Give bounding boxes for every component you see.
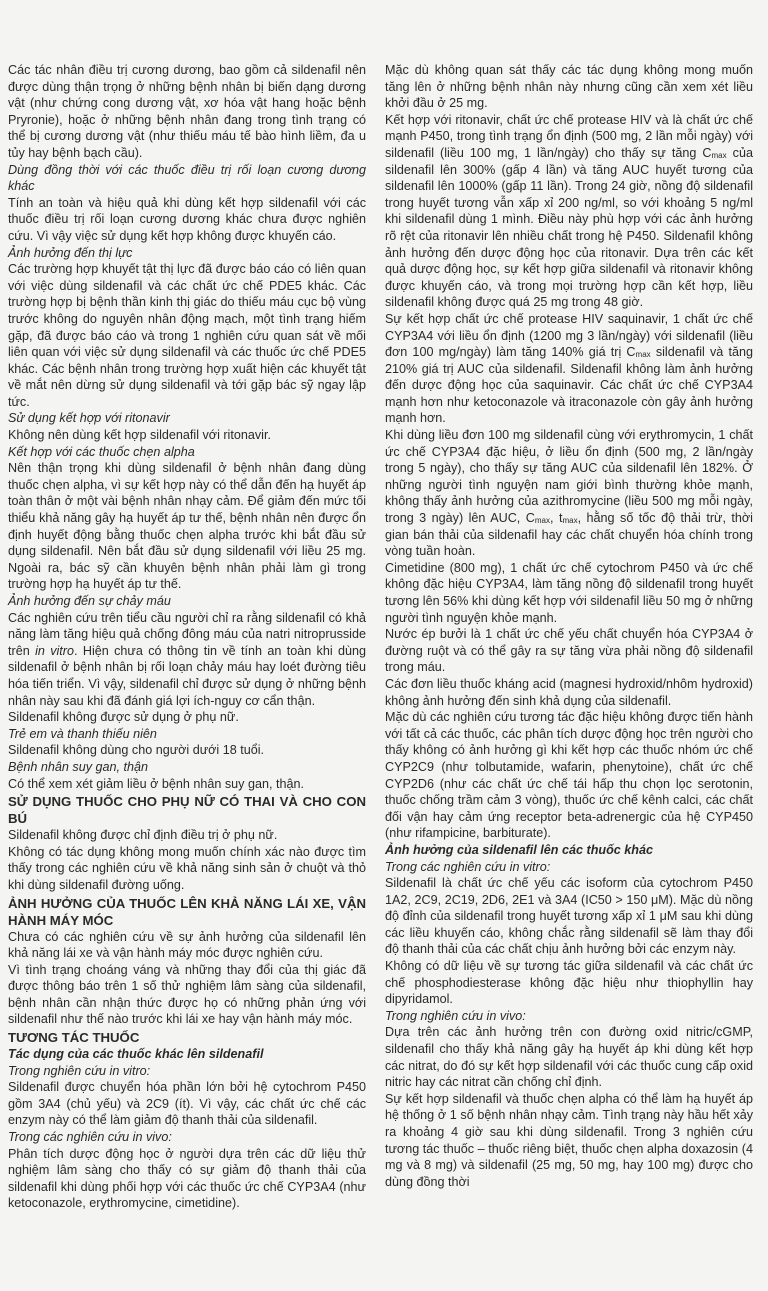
paragraph: Sildenafil được chuyển hóa phần lớn bởi hệ cytochrom P450 gồm 3A4 (chủ yếu) và 2C9 (ít). Vì vậy, các chất ức chế các enzym này có thể làm giảm độ thanh thải của sildenafil. — [8, 1080, 366, 1128]
paragraph: Các trường hợp khuyết tật thị lực đã được báo cáo có liên quan với việc dùng sildenafil và các chất ức chế PDE5 khác. Các trường hợp bị bệnh thần kinh thị giác do thiếu máu cục bộ vùng trước không do nguyên nhân động mạch, một tình trạng hiếm gặp, đã được báo cáo và trong 1 nghiên cứu quan sát về mối liên quan với việc sử dụng sildenafil và các thuốc ức chế PDE5 khác. Các bệnh nhân trong trường hợp xuất hiện các khuyết tật về mắt nên dừng sử dụng sildenafil và tới gặp bác sỹ ngay lập tức. — [8, 262, 366, 409]
paragraph: Nên thận trọng khi dùng sildenafil ở bệnh nhân đang dùng thuốc chẹn alpha, vì sự kết hợp này có thể dẫn đến hạ huyết áp toàn thân ở một vài bệnh nhân nhạy cảm. Để giảm đến mức tối thiểu khả năng gây hạ huyết áp tư thế, bệnh nhân nên được ổn định huyết động bằng thuốc chẹn alpha trước khi bắt đầu sử dụng sildenafil. Nên bắt đầu sử dụng sildenafil với liều 25 mg. Ngoài ra, bác sỹ cần khuyên bệnh nhân phải làm gì trong trường hợp hạ huyết áp tư thế. — [8, 461, 366, 592]
section-heading: TƯƠNG TÁC THUỐC — [8, 1030, 140, 1046]
paragraph: Chưa có các nghiên cứu về sự ảnh hưởng của sildenafil lên khả năng lái xe và vận hành máy móc được nghiên cứu. — [8, 929, 366, 961]
subheading: Ảnh hưởng của sildenafil lên các thuốc khác — [385, 842, 653, 857]
paragraph: Tính an toàn và hiệu quả khi dùng kết hợp sildenafil với các thuốc điều trị rối loạn cương dương khác chưa được nghiên cứu. Vì vậy việc sử dụng kết hợp không được khuyến cáo. — [8, 195, 366, 243]
paragraph: Mặc dù không quan sát thấy các tác dụng không mong muốn tăng lên ở những bệnh nhân này nhưng cũng cần xem xét liều khởi đầu ở 25 mg. — [385, 63, 753, 111]
text-run: của sildenafil lên 300% (gấp 4 lần) và tăng AUC huyết tương của sildenafil lên 1000% (gấp 11 lần). Trong 24 giờ, nồng độ sildenafil trong huyết tương vẫn xấp xỉ 200 ng/ml, so với khoảng 5 ng/ml khi sildenafil dùng 1 mình. Điều này phù hợp với các ảnh hưởng rõ rệt của ritonavir lên nhiều chất trong hệ P450. Sildenafil không ảnh hưởng đến dược động học của ritonavir. Dựa trên các kết quả dược động học, sự kết hợp giữa sildenafil và ritonavir không được khuyến cáo, và trong mọi trường hợp cần kết hợp, liều sildenafil không được quá 25 mg trong 48 giờ. — [385, 145, 753, 310]
paragraph: Mặc dù các nghiên cứu tương tác đặc hiệu không được tiến hành với tất cả các thuốc, các phân tích dược động học trên người cho thấy không có ảnh hưởng gì khi kết hợp các thuốc nhóm ức chế CYP2C9 (như tolbutamide, wafarin, phenytoine), chất ức chế CYP2D6 (như các chất ức chế tái hấp thu chọn lọc serotonin, thuốc chống trầm cảm 3 vòng), thuốc ức chế kênh calci, các chất đối vận hay cảm ứng receptor beta-adrenergic của hệ CYP450 (như rifampicine, barbiturate). — [385, 710, 753, 841]
text-run: Sự kết hợp chất ức chế protease HIV saquinavir, 1 chất ức chế CYP3A4 với liều ổn định (1200 mg 3 lần/ngày) với sildenafil (liều đơn 100 mg/ngày) làm tăng 140% giá trị C — [385, 311, 753, 360]
section-heading: SỬ DỤNG THUỐC CHO PHỤ NỮ CÓ THAI VÀ CHO CON BÚ — [8, 794, 366, 827]
text-run: Khi dùng liều đơn 100 mg sildenafil cùng với erythromycin, 1 chất ức chế CYP3A4 đặc hiệu, ở liều ổn định (500 mg, 2 lần/ngày trong 5 ngày), cho thấy sự tăng AUC của sildenafil lên 182%. Ở những người tình nguyện nam giới bình thường khỏe mạnh, không thấy ảnh hưởng của azithromycine (liều 500 mg mỗi ngày, trong 3 ngày) lên AUC, C — [385, 428, 753, 526]
paragraph — [8, 610, 366, 710]
subheading: Sử dụng kết hợp với ritonavir — [8, 411, 170, 426]
subheading: Ảnh hưởng đến sự chảy máu — [8, 594, 171, 608]
paragraph: Nước ép bưởi là 1 chất ức chế yếu chất chuyển hóa CYP3A4 ở đường ruột và có thể gây ra sự tăng vừa phải nồng độ sildenafil trong máu. — [385, 627, 753, 675]
text-run: . Hiện chưa có thông tin về tính an toàn khi dùng sildenafil ở bệnh nhân bị rối loạn chảy máu hay loét đường tiêu hóa tiến triển. Vì vậy, sildenafil chỉ được sử dụng ở những bệnh nhân này sau khi đã đánh giá lợi ích-nguy cơ cẩn thận. — [8, 643, 367, 708]
text-run: , hằng số tốc độ thải trừ, thời gian bán thải của sildenafil hay các chất chuyển hóa chính trong vòng tuần hoàn. — [385, 511, 753, 559]
paragraph — [385, 112, 753, 311]
section-heading: ẢNH HƯỞNG CỦA THUỐC LÊN KHẢ NĂNG LÁI XE, VẬN HÀNH MÁY MÓC — [8, 895, 366, 928]
paragraph: Cimetidine (800 mg), 1 chất ức chế cytochrom P450 và ức chế không đặc hiệu CYP3A4, làm tăng nồng độ sildenafil trong huyết tương lên 56% khi dùng kết hợp với sildenafil liều 50 mg ở những người tình nguyện khỏe mạnh. — [385, 560, 753, 625]
paragraph: Sildenafil không dùng cho người dưới 18 tuổi. — [8, 743, 265, 758]
text-run: Kết hợp với ritonavir, chất ức chế protease HIV và là chất ức chế mạnh P450, trong tình trạng ổn định (500 mg, 2 lần mỗi ngày) với sildenafil (liều 100 mg, 1 lần/ngày) cho thấy sự tăng C — [385, 112, 753, 160]
paragraph: Sự kết hợp sildenafil và thuốc chẹn alpha có thể làm hạ huyết áp hệ thống ở 1 số bệnh nhân nhạy cảm. Tình trạng này hầu hết xảy ra khoảng 4 giờ sau khi dùng sildenafil. Trong 3 nghiên cứu tương tác thuốc – thuốc riêng biệt, thuốc chẹn alpha doxazosin (4 mg và 8 mg) và sildenafil (25 mg, 50 mg, hay 100 mg) được cho dùng đồng thời — [385, 1091, 753, 1189]
text-run-italic: in vitro — [35, 643, 75, 658]
text-run: , t — [549, 511, 563, 526]
subscript: max — [711, 150, 727, 160]
paragraph: Sildenafil là chất ức chế yếu các isoform của cytochrom P450 1A2, 2C9, 2C19, 2D6, 2E1 và 3A4 (IC50 > 150 μM). Mặc dù nồng độ đỉnh của sildenafil trong huyết tương xấp xỉ 1 μM sau khi dùng các liều khuyến cáo, không chắc rằng sildenafil sẽ làm thay đổi độ thanh thải của các chất chịu ảnh hưởng bởi các enzym này. — [385, 876, 753, 957]
subheading: Trong nghiên cứu in vivo: — [385, 1008, 526, 1023]
text-run: Các nghiên cứu trên tiểu cầu người chỉ ra rằng sildenafil có khả năng làm tăng hiệu quả chống đông máu của natri nitroprusside trên — [8, 610, 366, 658]
paragraph: Vì tình trạng choáng váng và những thay đổi của thị giác đã được thông báo trên 1 số thử nghiệm lâm sàng của sildenafil, bệnh nhân cần nhận thức được họ có những phản ứng với sildenafil như thế nào trước khi lái xe hay vận hành máy móc. — [8, 962, 366, 1027]
subheading: Bệnh nhân suy gan, thận — [8, 759, 149, 774]
paragraph: Không nên dùng kết hợp sildenafil với ritonavir. — [8, 428, 271, 443]
paragraph: Các đơn liều thuốc kháng acid (magnesi hydroxid/nhôm hydroxid) không ảnh hưởng đến sinh khả dụng của sildenafil. — [385, 676, 753, 708]
subheading: Kết hợp với các thuốc chẹn alpha — [8, 444, 195, 459]
paragraph: Phân tích dược động học ở người dựa trên các dữ liệu thử nghiệm lâm sàng cho thấy có sự giảm độ thanh thải của sildenafil khi dùng phối hợp với các thuốc ức chế CYP3A4 (như ketoconazole, erythromycine, cimetidine). — [8, 1146, 366, 1211]
paragraph: Không có dữ liệu về sự tương tác giữa sildenafil và các chất ức chế phosphodiesterase không đặc hiệu như thiophyllin hay dipyridamol. — [385, 959, 753, 1007]
subscript: max — [534, 516, 550, 526]
paragraph: Sildenafil không được sử dụng ở phụ nữ. — [8, 710, 239, 725]
paragraph — [385, 311, 753, 427]
paragraph: Sildenafil không được chỉ định điều trị ở phụ nữ. — [8, 828, 278, 843]
paragraph — [385, 427, 753, 560]
subscript: max — [562, 516, 578, 526]
paragraph: Không có tác dụng không mong muốn chính xác nào được tìm thấy trong các nghiên cứu về khả năng sinh sản ở chuột và thỏ khi dùng sildenafil đường uống. — [8, 844, 366, 892]
paragraph: Dựa trên các ảnh hưởng trên con đường oxid nitric/cGMP, sildenafil cho thấy khả năng gây hạ huyết áp khi dùng kết hợp các nitrat, do đó sự kết hợp sildenafil với các thuốc cung cấp oxid nitric hay các nitrat cần chống chỉ định. — [385, 1025, 753, 1090]
subheading: Tác dụng của các thuốc khác lên sildenafil — [8, 1047, 264, 1062]
subheading: Dùng đồng thời với các thuốc điều trị rối loạn cương dương khác — [8, 162, 366, 194]
paragraph: Có thể xem xét giảm liều ở bệnh nhân suy gan, thận. — [8, 776, 304, 791]
subscript: max — [635, 350, 651, 360]
right-column — [385, 62, 753, 1190]
subheading: Ảnh hưởng đến thị lực — [8, 245, 133, 260]
text-run: sildenafil và tăng 210% giá trị AUC của sildenafil. Sildenafil không làm ảnh hưởng đến dược động học của saquinavir. Các chất ức chế CYP3A4 mạnh hơn như ketoconazole và itraconazole còn gây ảnh hưởng mạnh hơn. — [385, 345, 753, 426]
subheading: Trong các nghiên cứu in vivo: — [8, 1130, 172, 1145]
subheading: Trong nghiên cứu in vitro: — [8, 1063, 151, 1078]
subheading: Trong các nghiên cứu in vitro: — [385, 859, 551, 874]
paragraph: Các tác nhân điều trị cương dương, bao gồm cả sildenafil nên được dùng thận trọng ở những bệnh nhân bị biến dạng dương vật (như chứng cong dương vật, xơ hóa vật hang hoặc bệnh Pryronie), hoặc ở những bệnh nhân đang trong tình trạng có thể bị cương dương vật (như thiếu máu tế bào hình liềm, đa u tủy hay bệnh bạch cầu). — [8, 63, 366, 160]
left-column — [8, 62, 366, 1212]
subheading: Trẻ em và thanh thiếu niên — [8, 726, 157, 741]
